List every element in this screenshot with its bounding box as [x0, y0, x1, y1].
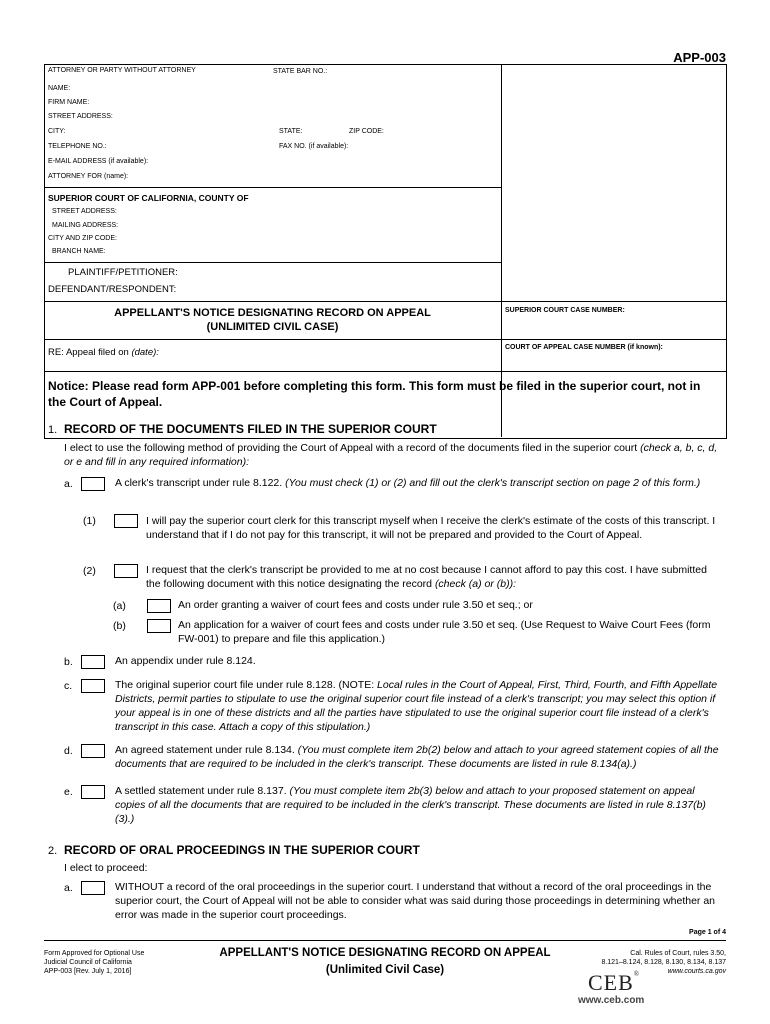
page-number: Page 1 of 4	[689, 929, 726, 936]
section2-title: RECORD OF ORAL PROCEEDINGS IN THE SUPERIOR COURT	[64, 843, 420, 857]
city-label: CITY:	[48, 128, 66, 135]
court-branch-label: BRANCH NAME:	[52, 248, 106, 255]
checkbox-1c[interactable]	[81, 679, 105, 693]
footer-left-2: Judicial Council of California	[44, 959, 132, 966]
telephone-label: TELEPHONE NO.:	[48, 143, 107, 150]
street-label: STREET ADDRESS:	[48, 113, 113, 120]
item-1c-text: The original superior court file under rule 8.128. (NOTE: Local rules in the Court of Appeal, First, Third, Fourth, and Fifth Appellate Districts, permit parties to stipulate to use the original superior court file instead of a clerk's transcript; you may select this option if your appeal is in one of these districts and all the parties have stipulated to use the original superior court file instead of a clerk's transcript in this case. Attach a copy of this stipulation.)	[115, 679, 718, 733]
court-street-label: STREET ADDRESS:	[52, 208, 117, 215]
section2-number: 2.	[48, 845, 58, 857]
item-1a-label: a.	[64, 478, 73, 490]
state-bar-label: STATE BAR NO.:	[273, 68, 328, 75]
item-1b-label: b.	[64, 656, 73, 668]
section1-title: RECORD OF THE DOCUMENTS FILED IN THE SUPERIOR COURT	[64, 422, 437, 436]
ceb-website: www.ceb.com	[578, 995, 645, 1006]
item-1b-text: An appendix under rule 8.124.	[115, 655, 256, 667]
checkbox-1a1[interactable]	[114, 514, 138, 528]
fax-label: FAX NO. (if available):	[279, 143, 349, 150]
footer-left-3: APP-003 [Rev. July 1, 2016]	[44, 968, 132, 975]
section1-number: 1.	[48, 424, 58, 436]
item-1a2a-label: (a)	[113, 600, 126, 612]
court-mailing-label: MAILING ADDRESS:	[52, 222, 119, 229]
item-1a2a-text: An order granting a waiver of court fees and costs under rule 3.50 et seq.; or	[178, 599, 533, 611]
checkbox-2a[interactable]	[81, 881, 105, 895]
ceb-logo: CEB®	[588, 970, 641, 995]
checkbox-1a2[interactable]	[114, 564, 138, 578]
caption-title-2: (UNLIMITED CIVIL CASE)	[206, 321, 339, 333]
caption-title-1: APPELLANT'S NOTICE DESIGNATING RECORD ON APPEAL	[114, 307, 431, 319]
item-1e-label: e.	[64, 786, 73, 798]
checkbox-1a[interactable]	[81, 477, 105, 491]
form-id: APP-003	[673, 50, 726, 65]
footer-title-2: (Unlimited Civil Case)	[325, 964, 445, 976]
checkbox-1b[interactable]	[81, 655, 105, 669]
footer-left-1: Form Approved for Optional Use	[44, 950, 145, 957]
checkbox-1d[interactable]	[81, 744, 105, 758]
item-1a2b-text: An application for a waiver of court fees and costs under rule 3.50 et seq. (Use Request to Waive Court Fees (form FW-001) to prepare and file this application.)	[178, 619, 711, 645]
checkbox-1a2a[interactable]	[147, 599, 171, 613]
name-label: NAME:	[48, 85, 71, 92]
item-1d-label: d.	[64, 745, 73, 757]
re-appeal-label: RE: Appeal filed on	[48, 347, 129, 358]
re-date-label: (date):	[131, 347, 159, 358]
section2-intro: I elect to proceed:	[64, 862, 148, 874]
item-1e-text: A settled statement under rule 8.137. (You must complete item 2b(3) below and attach to your proposed statement on appeal copies of all the documents that are required to be included in the clerk's transcript. These documents are listed in rule 8.137(b)(3).)	[115, 785, 706, 825]
footer-rule	[44, 940, 726, 941]
item-1a2-label: (2)	[83, 565, 96, 577]
plaintiff-label: PLAINTIFF/PETITIONER:	[68, 267, 178, 278]
item-2a-text: WITHOUT a record of the oral proceedings in the superior court. I understand that without a record of the oral proceedings in the superior court, the Court of Appeal will not be able to consider what was said during those proceedings in determining whether an error was made in the superior court proceedings.	[115, 881, 716, 921]
appeal-case-label: COURT OF APPEAL CASE NUMBER (if known):	[505, 344, 663, 351]
re-appeal-line	[48, 347, 159, 358]
court-city-zip-label: CITY AND ZIP CODE:	[48, 235, 117, 242]
item-1a-text: A clerk's transcript under rule 8.122. (You must check (1) or (2) and fill out the clerk's transcript section on page 2 of this form.)	[115, 477, 701, 489]
item-1a2-text: I request that the clerk's transcript be provided to me at no cost because I cannot afford to pay this cost. I have submitted the following document with this notice designating the record (check (a) or (b)):	[146, 564, 707, 590]
item-1a1-text: I will pay the superior court clerk for this transcript myself when I receive the clerk's estimate of the costs of this transcript. I understand that if I do not pay for this transcript, it will not be prepared and provided to the Court of Appeal.	[146, 515, 716, 541]
section1-intro: I elect to use the following method of providing the Court of Appeal with a record of the documents filed in the superior court (check a, b, c, d, or e and fill in any required information):	[64, 442, 718, 468]
item-1d-text: An agreed statement under rule 8.134. (You must complete item 2b(2) below and attach to your agreed statement copies of all the documents that are required to be included in the clerk's transcript. These documents are listed in rule 8.134(a).)	[115, 744, 719, 770]
zip-label: ZIP CODE:	[349, 128, 384, 135]
attorney-for-label: ATTORNEY FOR (name):	[48, 173, 129, 180]
state-label: STATE:	[279, 128, 303, 135]
superior-case-label: SUPERIOR COURT CASE NUMBER:	[505, 307, 625, 314]
notice-text: Notice: Please read form APP-001 before completing this form. This form must be filed in the superior court, not in the Court of Appeal.	[48, 379, 701, 409]
attorney-party-label: ATTORNEY OR PARTY WITHOUT ATTORNEY	[48, 67, 196, 74]
footer-title-1: APPELLANT'S NOTICE DESIGNATING RECORD ON APPEAL	[219, 947, 551, 959]
footer-right-2: 8.121–8.124, 8.128, 8.130, 8.134, 8.137	[601, 959, 726, 966]
defendant-label: DEFENDANT/RESPONDENT:	[48, 284, 177, 295]
footer-right-3: www.courts.ca.gov	[667, 968, 726, 975]
footer-right-1: Cal. Rules of Court, rules 3.50,	[630, 950, 726, 957]
email-label: E-MAIL ADDRESS (if available):	[48, 158, 149, 165]
item-1a1-label: (1)	[83, 515, 96, 527]
firm-label: FIRM NAME:	[48, 99, 90, 106]
court-title: SUPERIOR COURT OF CALIFORNIA, COUNTY OF	[48, 193, 249, 203]
item-2a-label: a.	[64, 882, 73, 894]
checkbox-1e[interactable]	[81, 785, 105, 799]
item-1c-label: c.	[64, 680, 73, 692]
item-1a2b-label: (b)	[113, 620, 126, 632]
checkbox-1a2b[interactable]	[147, 619, 171, 633]
